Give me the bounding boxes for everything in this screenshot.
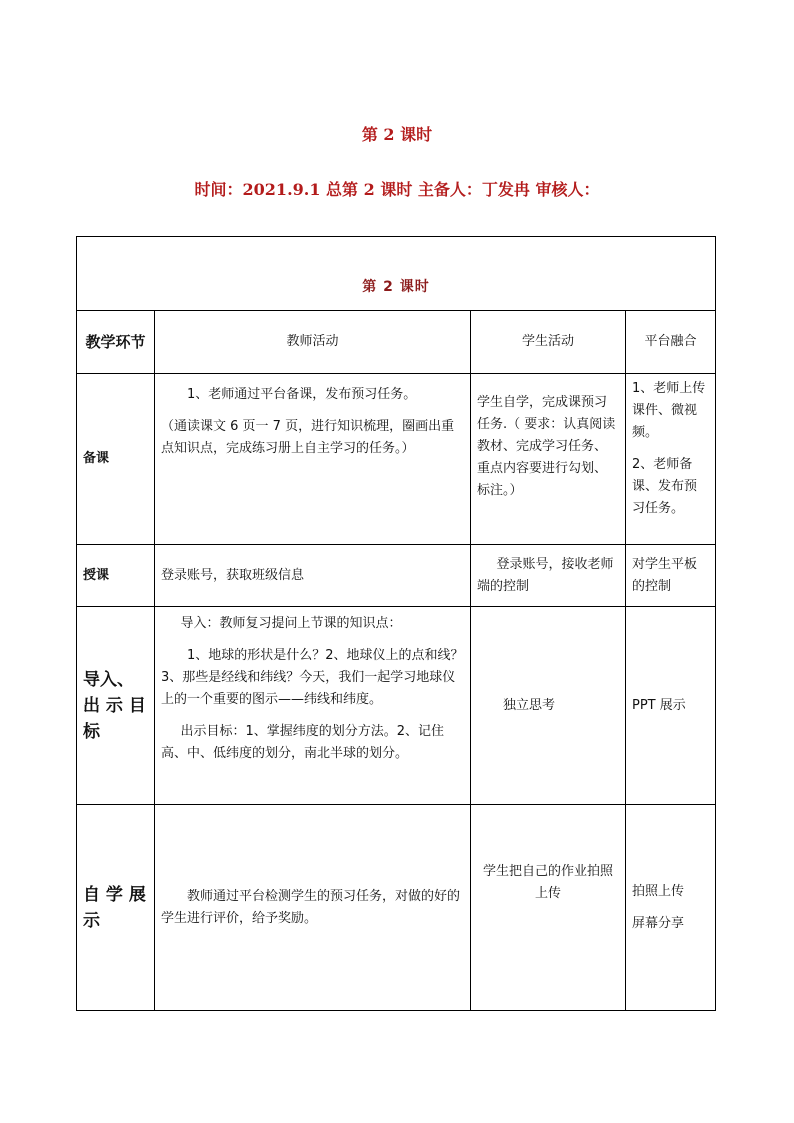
platform-text: 2、老师备课、发布预习任务。 [632,457,698,516]
teacher-activity-cell [155,607,471,805]
column-header-student [471,311,626,374]
column-header-label: 教学环节 [85,333,146,351]
stage-cell [77,607,155,805]
lesson-meta: 时间：2021.9.1 总第 2 课时 主备人：丁发冉 审核人： [194,180,600,199]
student-activity-cell [471,805,626,1011]
teacher-activity-cell [155,374,471,545]
column-header-teacher [155,311,471,374]
platform-text: 对学生平板的控制 [632,556,698,594]
platform-cell [626,374,716,545]
table-row [77,805,716,1011]
stage-cell [77,545,155,607]
column-header-label: 平台融合 [644,334,697,349]
platform-text: 拍照上传 [632,883,685,899]
student-activity-cell [471,607,626,805]
teacher-activity-text: （通读课文 6 页一 7 页，进行知识梳理，圈画出重点知识点，完成练习册上自主学习的任务。） [161,419,455,456]
teacher-activity-cell [155,805,471,1011]
stage-label: 自 学 展示 [83,884,146,931]
column-header-stage [77,311,155,374]
stage-label: 导入、出 示 目标 [83,669,146,742]
table-row [77,607,716,805]
student-activity-text: 学生把自己的作业拍照上传 [482,864,613,901]
table-row [77,374,716,545]
stage-label: 备课 [83,451,110,466]
page-title: 第 2 课时 [361,125,433,144]
platform-text: 1、老师上传课件、微视频。 [632,381,706,440]
teacher-activity-text: 登录账号，获取班级信息 [161,567,305,583]
table-caption-cell [77,237,716,311]
teacher-activity-text: 1、老师通过平台备课，发布预习任务。 [187,387,417,402]
platform-text: PPT 展示 [632,697,686,713]
stage-cell [77,374,155,545]
column-header-label: 教师活动 [286,334,339,349]
platform-text: 屏幕分享 [632,915,685,931]
teacher-activity-cell [155,545,471,607]
student-activity-text: 学生自学，完成课预习任务.（ 要求：认真阅读教材、完成学习任务、重点内容要进行勾划、标注。） [477,395,616,498]
platform-cell [626,805,716,1011]
column-header-label: 学生活动 [521,334,574,349]
student-activity-cell [471,545,626,607]
student-activity-cell [471,374,626,545]
teacher-activity-text: 导入：教师复习提问上节课的知识点： [180,616,402,631]
lesson-plan-table [76,236,716,1011]
teacher-activity-text: 1、地球的形状是什么？2、地球仪上的点和线？3、那些是经线和纬线？今天，我们一起学习地球仪上的一个重要的图示——纬线和纬度。 [161,648,464,707]
student-activity-text: 独立思考 [503,697,556,713]
teacher-activity-text: 教师通过平台检测学生的预习任务，对做的好的学生进行评价，给予奖励。 [161,888,461,926]
student-activity-text: 登录账号，接收老师端的控制 [477,556,614,594]
platform-cell [626,545,716,607]
platform-cell [626,607,716,805]
teacher-activity-text: 出示目标：1、掌握纬度的划分方法。2、记住高、中、低纬度的划分，南北半球的划分。 [161,724,445,761]
table-row [77,545,716,607]
stage-label: 授课 [83,567,110,583]
stage-cell [77,805,155,1011]
column-header-platform [626,311,716,374]
table-caption: 第 2 课时 [362,279,430,295]
